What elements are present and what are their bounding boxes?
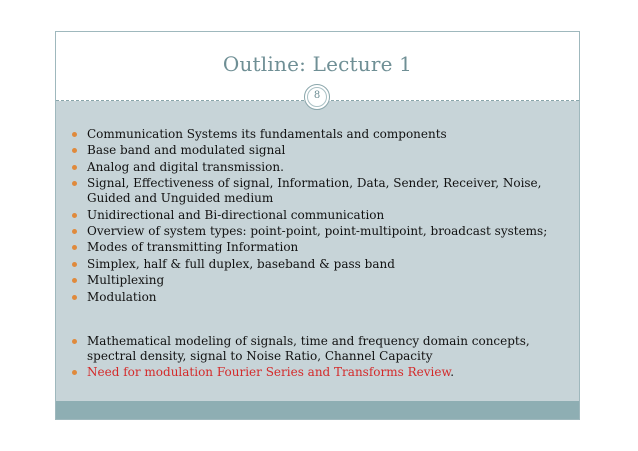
list-item: Modulation	[70, 290, 570, 305]
list-item: Base band and modulated signal	[70, 143, 570, 158]
bullet-dot-icon	[72, 295, 77, 300]
list-item-highlighted: Need for modulation Fourier Series and Transforms Review.	[70, 365, 570, 380]
list-item: Simplex, half & full duplex, baseband & pass band	[70, 257, 570, 272]
list-item: Overview of system types: point-point, point-multipoint, broadcast systems;	[70, 224, 570, 239]
slide-title: Outline: Lecture 1	[222, 52, 413, 76]
bullet-list	[70, 127, 570, 381]
page-number-badge	[304, 84, 330, 110]
bullet-dot-icon	[72, 181, 77, 186]
footer-band	[56, 401, 579, 419]
page-number: 8	[313, 90, 321, 101]
bullet-dot-icon	[72, 245, 77, 250]
list-item: Analog and digital transmission.	[70, 160, 570, 175]
list-item: Signal, Effectiveness of signal, Information, Data, Sender, Receiver, Noise, Guided and Unguided medium	[70, 176, 570, 206]
list-item: Modes of transmitting Information	[70, 240, 570, 255]
bullet-dot-icon	[72, 132, 77, 137]
list-item: Unidirectional and Bi-directional communication	[70, 208, 570, 223]
bullet-dot-icon	[72, 339, 77, 344]
bullet-dot-icon	[72, 148, 77, 153]
slide-content	[56, 101, 579, 402]
list-item: Multiplexing	[70, 273, 570, 288]
list-item: Communication Systems its fundamentals and components	[70, 127, 570, 142]
slide	[55, 31, 580, 420]
bullet-dot-icon	[72, 213, 77, 218]
bullet-dot-icon	[72, 229, 77, 234]
bullet-dot-icon	[72, 165, 77, 170]
bullet-dot-icon	[72, 278, 77, 283]
bullet-dot-icon	[72, 370, 77, 375]
bullet-dot-icon	[72, 262, 77, 267]
list-item-highlighted: Mathematical modeling of signals, time and frequency domain concepts, spectral density, signal to Noise Ratio, Channel Capacity	[70, 334, 570, 364]
